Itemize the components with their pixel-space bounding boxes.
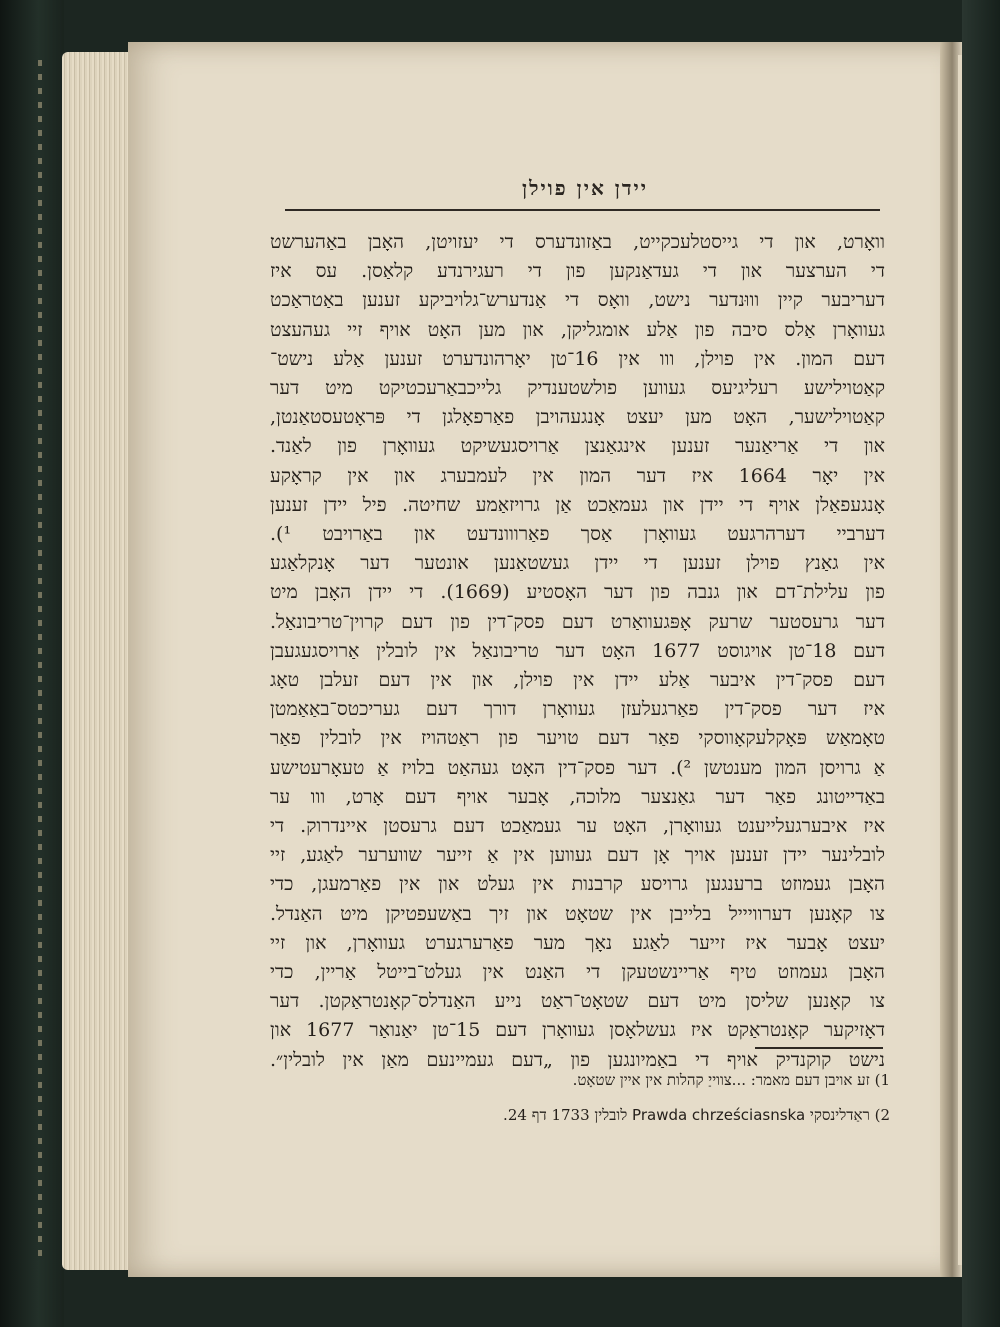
text-line: די הערצער און די געדאַנקען פון די רעגירנדע קלאַסן. עס איז xyxy=(270,260,885,283)
text-line: טאָמאַש פּאָקלעקאָווסקי פאַר דעם טויער פון ראַטהויז אין לובלין פאַר xyxy=(270,727,885,750)
text-line: פון עלילת־דם און גנבה פון דער האָסטיע (1669). די יידן האָבן מיט xyxy=(270,581,885,604)
footnote-2-author: 2) ראַדלינסקי xyxy=(809,1106,890,1124)
text-line: באַדייטונג פאַר דער גאַנצער מלוכה, אָבער אויף דעם אָרט, ווו ער xyxy=(270,785,885,808)
text-line: יעצט אָבער איז זייער לאַגע נאָך מער פאַרערגערט געוואָרן, און זיי xyxy=(270,931,885,954)
text-line: האָבן געמוזט ברענגען גרויסע קרבנות אין געלט און אין פאַרמעגן, כדי xyxy=(270,873,885,896)
text-line: צו קאָנען שליסן מיט דעם שטאָט־ראַט נייע האַנדלס־קאָנטראַקטן. דער xyxy=(270,990,885,1013)
text-line: נישט קוקנדיק אויף די באַמיונגען פון „דעם געמיינעם מאַן אין לובלין״. xyxy=(270,1048,885,1071)
text-line: דעם 18־טן אויגוסט 1677 האָט דער טריבונאַל אין לובלין אַרויסגעגעבן xyxy=(270,639,885,662)
text-line: אָנגעפאַלן אויף די יידן און געמאַכט אַן גרויזאַמע שחיטה. פיל יידן זענען xyxy=(270,493,885,516)
running-head: יידן אין פוילן xyxy=(521,176,648,200)
text-line: קאַטוילישע רעליגיעס געווען פולשטענדיק גלייכבאַרעכטיקט מיט דער xyxy=(270,377,885,400)
header-rule xyxy=(285,209,880,211)
text-line: דאָזיקער קאָנטראַקט איז געשלאָסן געוואָרן דעם 15־טן יאַנואַר 1677 און xyxy=(270,1019,885,1042)
text-line: איז איבערגעלייענט געוואָרן, האָט ער געמאַכט דעם גרעסטן איינדרוק. די xyxy=(270,815,885,838)
footnote-2-title: Prawda chrześciasnska xyxy=(632,1106,806,1124)
text-line: לובלינער יידן זענען אויך אָן דעם געווען אין אַ זייער שווערער לאַגע, זיי xyxy=(270,844,885,867)
text-line: קאַטוילישער, האָט מען יעצט אָנגעהויבן פאַרפאָלגן די פּראָטעסטאַנטן, xyxy=(270,406,885,429)
footnote-1: 1) זע אויבן דעם מאמר: ...צווייַ קהלות אין איין שטאָט. xyxy=(572,1071,890,1089)
text-line: האָבן געמוזט טיף אַריינשטעקן די האַנט אין געלט־בייטל אַריין, כדי xyxy=(270,961,885,984)
text-line: געוואָרן אַלס סיבה פון אַלע אומגליקן, און מען האָט אויף זיי געהעצט xyxy=(270,318,885,341)
text-line: אין יאָר 1664 איז דער המון אין לעמבערג און אין קראָקע xyxy=(270,464,885,487)
text-line: דעריבער קיין וווּנדער נישט, וואָס די אַנדערש־גלויביקע זענען באַטראַכט xyxy=(270,289,885,312)
text-line: דערביי דערהרגעט געוואָרן אַסך פאַרווונדעט און באַרויבט ¹). xyxy=(270,523,885,546)
text-line: אַ גרויסן המון מענטשן ²). דער פסק־דין האָט געהאַט בלויז אַ טעאָרעטישע xyxy=(270,756,885,779)
text-line: וואָרט, און די גייסטלעכקייט, באַזונדערס די יעזויטן, האָבן באַהערשט xyxy=(270,231,885,253)
text-line: אין גאַנץ פוילן זענען די יידן געשטאַנען אונטער דער אָנקלאַגע xyxy=(270,552,885,575)
book-cover-left xyxy=(0,0,64,1327)
text-line: דעם המון. אין פוילן, ווו אין 16־טן יאָרהונדערט זענען אַלע נישט־ xyxy=(270,347,885,370)
body-text xyxy=(270,228,885,1075)
text-line: איז דער פסק־דין פאַרגעלעזן געוואָרן דורך דעם געריכטס־באַאַמטן xyxy=(270,698,885,721)
footnote-2-source: לובלין 1733 דף 24. xyxy=(503,1106,628,1124)
footnotes xyxy=(290,1063,890,1133)
text-line: צו קאָנען דערוויייל בלייבן אין שטאָט און זיך באַשעפטיקן מיט האַנדל. xyxy=(270,902,885,925)
text-line: און די אַריאַנער זענען אינגאַנצן אַרויסגעשיקט געוואָרן פון לאַנד. xyxy=(270,435,885,458)
cover-stitching xyxy=(38,60,42,1260)
text-line: דער גרעסטער שרעק אָפּגעוואַרט דעם פסק־דין פון דעם קרוין־טריבונאַל. xyxy=(270,610,885,633)
text-line: דעם פסק־דין איבער אַלע יידן אין פוילן, און אין דעם זעלבן טאָג xyxy=(270,669,885,692)
footnote-rule xyxy=(755,1047,883,1049)
footnote-2 xyxy=(290,1098,890,1133)
book-cover-right xyxy=(962,0,1000,1327)
